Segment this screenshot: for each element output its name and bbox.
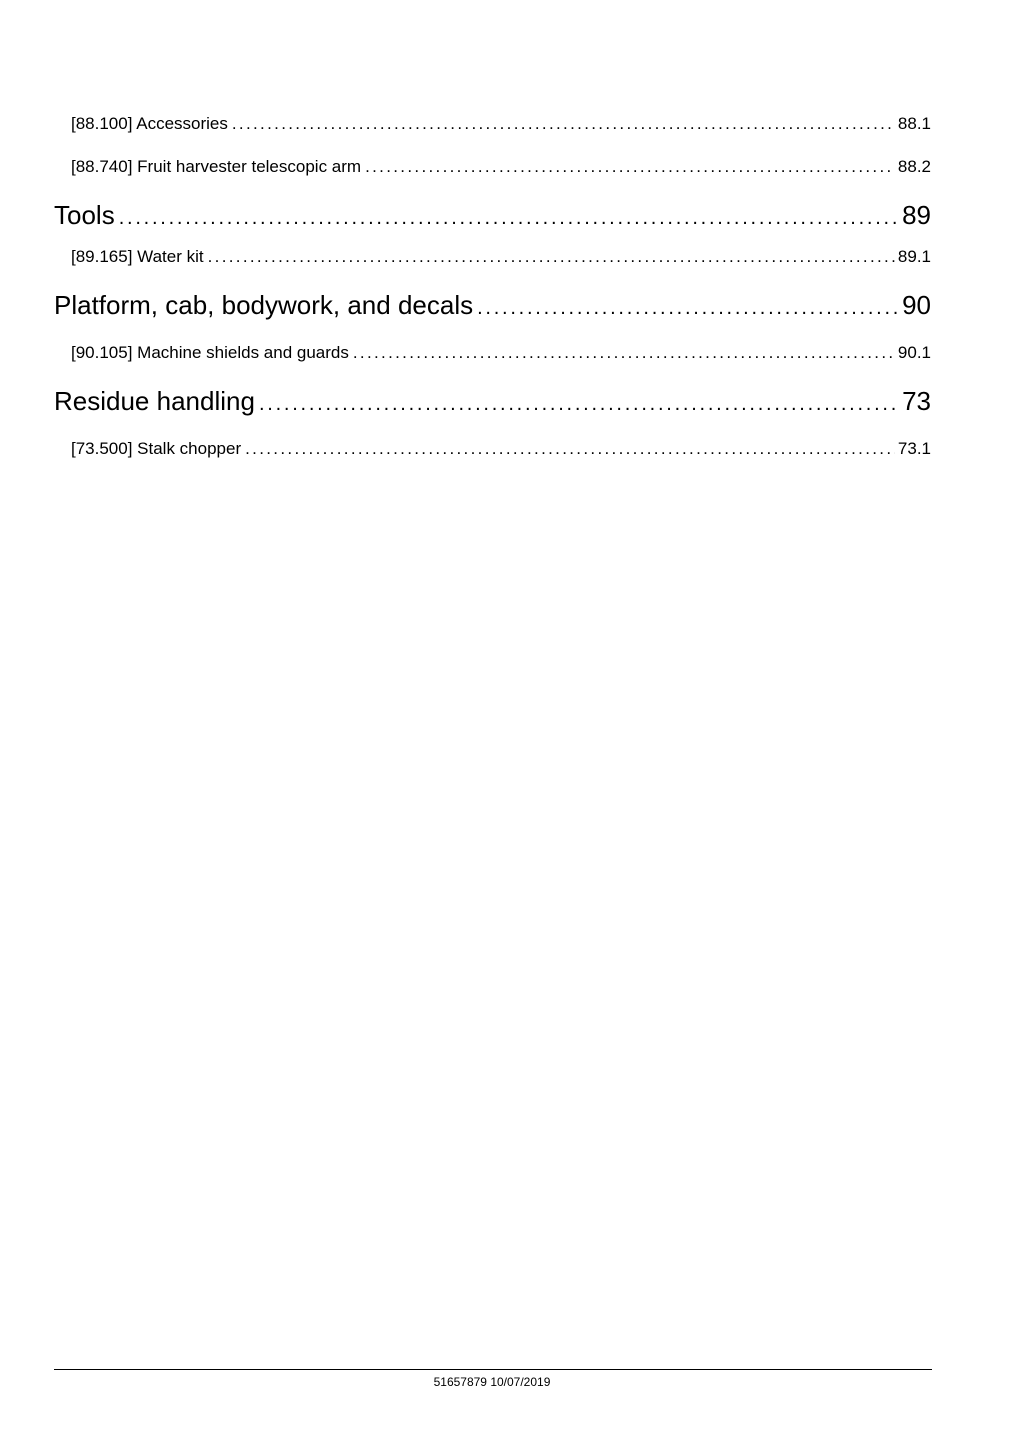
- toc-section-tools[interactable]: [54, 200, 931, 231]
- dot-leader: [477, 297, 899, 320]
- toc-entry-label: [73.500] Stalk chopper: [71, 439, 242, 458]
- toc-entry-page: 73.1: [897, 439, 931, 458]
- dot-leader: [208, 247, 895, 267]
- dot-leader: [232, 114, 895, 134]
- toc-section-page: 90: [902, 290, 931, 320]
- toc-entry-fruit-harvester-telescopic-arm[interactable]: [71, 157, 931, 177]
- toc-section-label: Platform, cab, bodywork, and decals: [54, 290, 474, 320]
- toc-entry-machine-shields-and-guards[interactable]: [71, 343, 931, 363]
- toc-section-residue-handling[interactable]: [54, 386, 931, 417]
- toc-entry-accessories[interactable]: [71, 114, 931, 134]
- toc-entry-label: [89.165] Water kit: [71, 247, 204, 266]
- toc-entry-stalk-chopper[interactable]: [71, 439, 931, 459]
- dot-leader: [245, 439, 895, 459]
- toc-section-page: 89: [902, 200, 931, 230]
- toc-section-label: Tools: [54, 200, 115, 230]
- toc-entry-page: 89.1: [897, 247, 931, 266]
- toc-entry-page: 88.1: [897, 114, 931, 133]
- footer-divider: [54, 1369, 932, 1370]
- dot-leader: [119, 207, 899, 230]
- toc-entry-label: [90.105] Machine shields and guards: [71, 343, 349, 362]
- toc-entry-label: [88.740] Fruit harvester telescopic arm: [71, 157, 362, 176]
- toc-entry-label: [88.100] Accessories: [71, 114, 228, 133]
- toc-entry-page: 90.1: [897, 343, 931, 362]
- toc-section-label: Residue handling: [54, 386, 255, 416]
- toc-section-platform-cab-bodywork-decals[interactable]: [54, 290, 931, 321]
- footer-document-id: 51657879 10/07/2019: [433, 1375, 551, 1389]
- dot-leader: [365, 157, 895, 177]
- toc-section-page: 73: [902, 386, 931, 416]
- dot-leader: [353, 343, 895, 363]
- toc-entry-water-kit[interactable]: [71, 247, 931, 267]
- toc-entry-page: 88.2: [897, 157, 931, 176]
- dot-leader: [259, 393, 899, 416]
